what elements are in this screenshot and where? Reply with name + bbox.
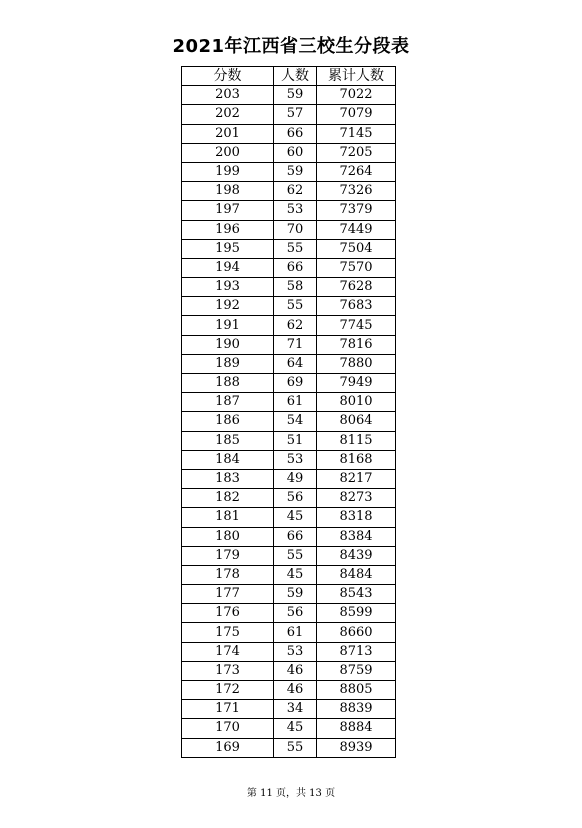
- cell-cumulative: 8273: [317, 489, 396, 508]
- cell-cumulative: 8884: [317, 719, 396, 738]
- cell-score: 190: [182, 335, 274, 354]
- cell-cumulative: 7079: [317, 105, 396, 124]
- cell-score: 198: [182, 182, 274, 201]
- cell-score: 180: [182, 527, 274, 546]
- cell-count: 60: [274, 143, 317, 162]
- cell-cumulative: 8713: [317, 642, 396, 661]
- cell-score: 185: [182, 431, 274, 450]
- cell-cumulative: 7022: [317, 86, 396, 105]
- cell-score: 174: [182, 642, 274, 661]
- cell-score: 203: [182, 86, 274, 105]
- cell-cumulative: 8010: [317, 393, 396, 412]
- cell-score: 201: [182, 124, 274, 143]
- cell-cumulative: 7379: [317, 201, 396, 220]
- cell-cumulative: 7145: [317, 124, 396, 143]
- cell-cumulative: 7683: [317, 297, 396, 316]
- header-cumulative: 累计人数: [317, 67, 396, 86]
- cell-score: 178: [182, 565, 274, 584]
- header-score: 分数: [182, 67, 274, 86]
- cell-cumulative: 8384: [317, 527, 396, 546]
- table-row: [182, 450, 396, 469]
- table-row: [182, 565, 396, 584]
- cell-count: 70: [274, 220, 317, 239]
- cell-count: 55: [274, 239, 317, 258]
- table-row: [182, 374, 396, 393]
- cell-count: 59: [274, 162, 317, 181]
- cell-score: 194: [182, 258, 274, 277]
- table-body: [182, 86, 396, 758]
- table-row: [182, 105, 396, 124]
- cell-score: 202: [182, 105, 274, 124]
- table-row: [182, 335, 396, 354]
- table-row: [182, 527, 396, 546]
- cell-count: 45: [274, 508, 317, 527]
- table-row: [182, 297, 396, 316]
- cell-cumulative: 7326: [317, 182, 396, 201]
- cell-cumulative: 8839: [317, 700, 396, 719]
- table-row: [182, 508, 396, 527]
- cell-cumulative: 7949: [317, 374, 396, 393]
- table-row: [182, 393, 396, 412]
- cell-count: 53: [274, 642, 317, 661]
- cell-score: 183: [182, 469, 274, 488]
- table-row: [182, 86, 396, 105]
- cell-count: 61: [274, 393, 317, 412]
- cell-cumulative: 7745: [317, 316, 396, 335]
- cell-score: 182: [182, 489, 274, 508]
- cell-score: 192: [182, 297, 274, 316]
- cell-count: 64: [274, 354, 317, 373]
- cell-cumulative: 8805: [317, 681, 396, 700]
- cell-count: 66: [274, 258, 317, 277]
- cell-cumulative: 8543: [317, 585, 396, 604]
- cell-score: 186: [182, 412, 274, 431]
- cell-score: 179: [182, 546, 274, 565]
- cell-score: 177: [182, 585, 274, 604]
- table-row: [182, 220, 396, 239]
- page-title: 2021年江西省三校生分段表: [172, 36, 410, 57]
- cell-score: 181: [182, 508, 274, 527]
- table-row: [182, 201, 396, 220]
- table-row: [182, 162, 396, 181]
- table-header-row: [182, 67, 396, 86]
- cell-count: 53: [274, 201, 317, 220]
- cell-score: 197: [182, 201, 274, 220]
- cell-cumulative: 7628: [317, 278, 396, 297]
- cell-score: 200: [182, 143, 274, 162]
- cell-count: 46: [274, 681, 317, 700]
- cell-count: 55: [274, 738, 317, 757]
- cell-score: 175: [182, 623, 274, 642]
- cell-count: 56: [274, 604, 317, 623]
- cell-cumulative: 8168: [317, 450, 396, 469]
- cell-score: 171: [182, 700, 274, 719]
- table-row: [182, 143, 396, 162]
- cell-score: 187: [182, 393, 274, 412]
- cell-count: 56: [274, 489, 317, 508]
- cell-count: 51: [274, 431, 317, 450]
- table-row: [182, 489, 396, 508]
- cell-cumulative: 8217: [317, 469, 396, 488]
- table-row: [182, 546, 396, 565]
- cell-count: 54: [274, 412, 317, 431]
- cell-count: 62: [274, 316, 317, 335]
- cell-cumulative: 8660: [317, 623, 396, 642]
- cell-cumulative: 8939: [317, 738, 396, 757]
- cell-cumulative: 8115: [317, 431, 396, 450]
- cell-count: 69: [274, 374, 317, 393]
- table-row: [182, 700, 396, 719]
- table-row: [182, 316, 396, 335]
- cell-score: 189: [182, 354, 274, 373]
- header-count: 人数: [274, 67, 317, 86]
- cell-count: 49: [274, 469, 317, 488]
- table-row: [182, 604, 396, 623]
- table-row: [182, 354, 396, 373]
- cell-score: 191: [182, 316, 274, 335]
- cell-count: 71: [274, 335, 317, 354]
- cell-cumulative: 7504: [317, 239, 396, 258]
- cell-count: 58: [274, 278, 317, 297]
- cell-score: 195: [182, 239, 274, 258]
- cell-score: 188: [182, 374, 274, 393]
- cell-count: 53: [274, 450, 317, 469]
- cell-score: 169: [182, 738, 274, 757]
- cell-count: 57: [274, 105, 317, 124]
- cell-score: 176: [182, 604, 274, 623]
- cell-cumulative: 8759: [317, 661, 396, 680]
- cell-cumulative: 7880: [317, 354, 396, 373]
- cell-count: 34: [274, 700, 317, 719]
- table-row: [182, 239, 396, 258]
- cell-count: 55: [274, 297, 317, 316]
- table-row: [182, 719, 396, 738]
- cell-cumulative: 7264: [317, 162, 396, 181]
- cell-score: 173: [182, 661, 274, 680]
- table-row: [182, 623, 396, 642]
- cell-count: 59: [274, 86, 317, 105]
- table-row: [182, 469, 396, 488]
- cell-cumulative: 8599: [317, 604, 396, 623]
- page-footer: 第 11 页，共 13 页: [246, 788, 336, 799]
- cell-cumulative: 8318: [317, 508, 396, 527]
- table-row: [182, 182, 396, 201]
- cell-score: 172: [182, 681, 274, 700]
- cell-count: 45: [274, 565, 317, 584]
- table-row: [182, 642, 396, 661]
- table-row: [182, 681, 396, 700]
- cell-score: 193: [182, 278, 274, 297]
- cell-count: 46: [274, 661, 317, 680]
- cell-count: 62: [274, 182, 317, 201]
- table-row: [182, 738, 396, 757]
- cell-count: 61: [274, 623, 317, 642]
- cell-count: 66: [274, 124, 317, 143]
- table-row: [182, 412, 396, 431]
- table-row: [182, 258, 396, 277]
- cell-cumulative: 8439: [317, 546, 396, 565]
- table-row: [182, 661, 396, 680]
- cell-cumulative: 7449: [317, 220, 396, 239]
- table-row: [182, 431, 396, 450]
- cell-cumulative: 7205: [317, 143, 396, 162]
- cell-score: 196: [182, 220, 274, 239]
- table-row: [182, 278, 396, 297]
- score-table: [181, 66, 396, 758]
- table-row: [182, 124, 396, 143]
- cell-score: 170: [182, 719, 274, 738]
- cell-cumulative: 7570: [317, 258, 396, 277]
- table-row: [182, 585, 396, 604]
- cell-score: 184: [182, 450, 274, 469]
- cell-cumulative: 8064: [317, 412, 396, 431]
- cell-count: 45: [274, 719, 317, 738]
- cell-score: 199: [182, 162, 274, 181]
- cell-count: 66: [274, 527, 317, 546]
- cell-count: 55: [274, 546, 317, 565]
- cell-cumulative: 8484: [317, 565, 396, 584]
- cell-count: 59: [274, 585, 317, 604]
- cell-cumulative: 7816: [317, 335, 396, 354]
